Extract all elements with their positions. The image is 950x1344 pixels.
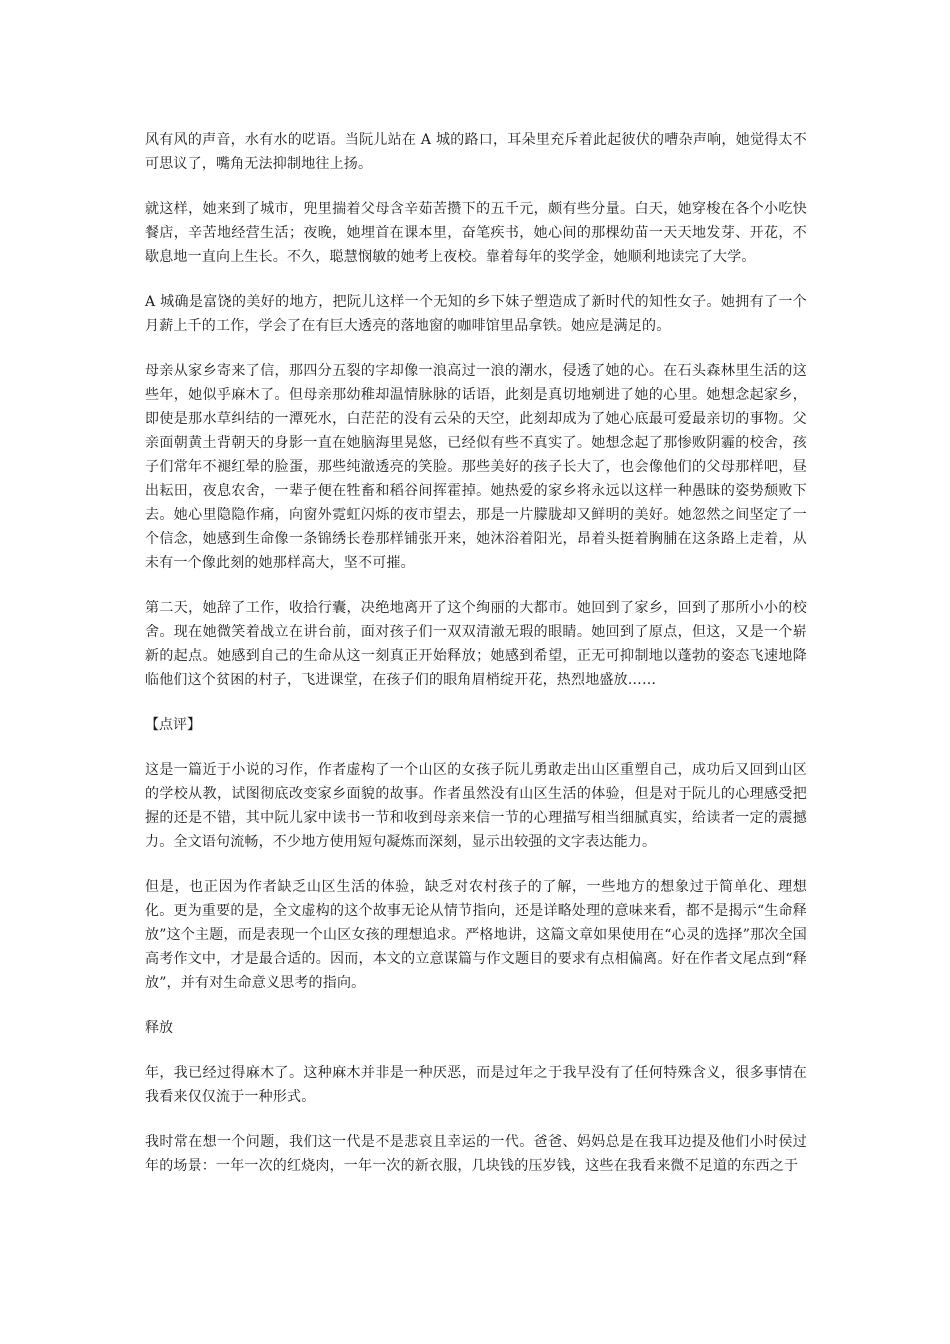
story-paragraph-2: 就这样，她来到了城市，兜里揣着父母含辛茹苦攒下的五千元，颇有些分量。白天，她穿梭在各个小吃快餐店，辛苦地经营生活；夜晚，她埋首在课本里，奋笔疾书，她心间的那棵幼苗一天天地发芽、开花，不歇息地一直向上生长。不久，聪慧悯敏的她考上夜校。靠着每年的奖学金，她顺利地读完了大学。 <box>145 201 807 265</box>
commentary-paragraph-2: 但是，也正因为作者缺乏山区生活的体验，缺乏对农村孩子的了解，一些地方的想象过于简单化、理想化。更为重要的是，全文虚构的这个故事无论从情节指向，还是详略处理的意味来看，都不是揭示“生命释放”这个主题，而是表现一个山区女孩的理想追求。严格地讲，这篇文章如果使用在“心灵的选择”那次全国高考作文中，才是最合适的。因而，本文的立意谋篇与作文题目的要求有点相偏离。好在作者文尾点到“释放”，并有对生命意义思考的指向。 <box>145 879 807 991</box>
commentary-paragraph-1: 这是一篇近于小说的习作，作者虚构了一个山区的女孩子阮儿勇敢走出山区重塑自己，成功后又回到山区的学校从教，试图彻底改变家乡面貌的故事。作者虽然没有山区生活的体验，但是对于阮儿的心理感受把握的还是不错，其中阮儿家中读书一节和收到母亲来信一节的心理描写相当细腻真实，给读者一定的震撼力。全文语句流畅，不少地方使用短句凝炼而深刻，显示出较强的文字表达能力。 <box>145 762 807 850</box>
essay-paragraph-2: 我时常在想一个问题，我们这一代是不是悲哀且幸运的一代。爸爸、妈妈总是在我耳边提及他们小时侯过年的场景：一年一次的红烧肉，一年一次的新衣服，几块钱的压岁钱，这些在我看来微不足道的东西之于 <box>145 1134 807 1174</box>
story-paragraph-1: 风有风的声音，水有水的呓语。当阮儿站在 A 城的路口，耳朵里充斥着此起彼伏的嘈杂声响，她觉得太不可思议了，嘴角无法抑制地往上扬。 <box>145 132 807 172</box>
essay-paragraph-1: 年，我已经过得麻木了。这种麻木并非是一种厌恶，而是过年之于我早没有了任何特殊含义，很多事情在我看来仅仅流于一种形式。 <box>145 1065 807 1105</box>
document-page <box>145 128 807 1199</box>
story-paragraph-3: A 城确是富饶的美好的地方，把阮儿这样一个无知的乡下妹子塑造成了新时代的知性女子。她拥有了一个月薪上千的工作，学会了在有巨大透亮的落地窗的咖啡馆里品拿铁。她应是满足的。 <box>145 294 807 334</box>
story-paragraph-4: 母亲从家乡寄来了信，那四分五裂的字却像一浪高过一浪的潮水，侵透了她的心。在石头森林里生活的这些年，她似乎麻木了。但母亲那幼稚却温情脉脉的话语，此刻是真切地剜进了她的心里。她想念起家乡，即使是那水草纠结的一潭死水，白茫茫的没有云朵的天空，此刻却成为了她心底最可爱最亲切的事物。父亲面朝黄土背朝天的身影一直在她脑海里晃悠，已经似有些不真实了。她想念起了那惨败阴霾的校舍，孩子们常年不褪红晕的脸蛋，那些纯澈透亮的笑脸。那些美好的孩子长大了，也会像他们的父母那样吧，昼出耘田，夜息农舍，一辈子便在牲畜和稻谷间挥霍掉。她热爱的家乡将永远以这样一种愚昧的姿势颓败下去。她心里隐隐作痛，向窗外霓虹闪烁的夜市望去，那是一片朦胧却又鲜明的美好。她忽然之间坚定了一个信念，她感到生命像一条锦绣长卷那样铺张开来，她沐浴着阳光，昂着头挺着胸脯在这条路上走着，从未有一个像此刻的她那样高大，坚不可摧。 <box>145 363 807 571</box>
story-paragraph-5: 第二天，她辞了工作，收拾行囊，决绝地离开了这个绚丽的大都市。她回到了家乡，回到了那所小小的校舍。现在她微笑着战立在讲台前，面对孩子们一双双清澈无瑕的眼睛。她回到了原点，但这，又是一个崭新的起点。她感到自己的生命从这一刻真正开始释放；她感到希望，正无可抑制地以蓬勃的姿态飞速地降临他们这个贫困的村子，飞进课堂，在孩子们的眼角眉梢绽开花，热烈地盛放…… <box>145 600 807 688</box>
essay-title: 释放 <box>145 1020 173 1036</box>
commentary-heading: 【点评】 <box>145 717 201 733</box>
